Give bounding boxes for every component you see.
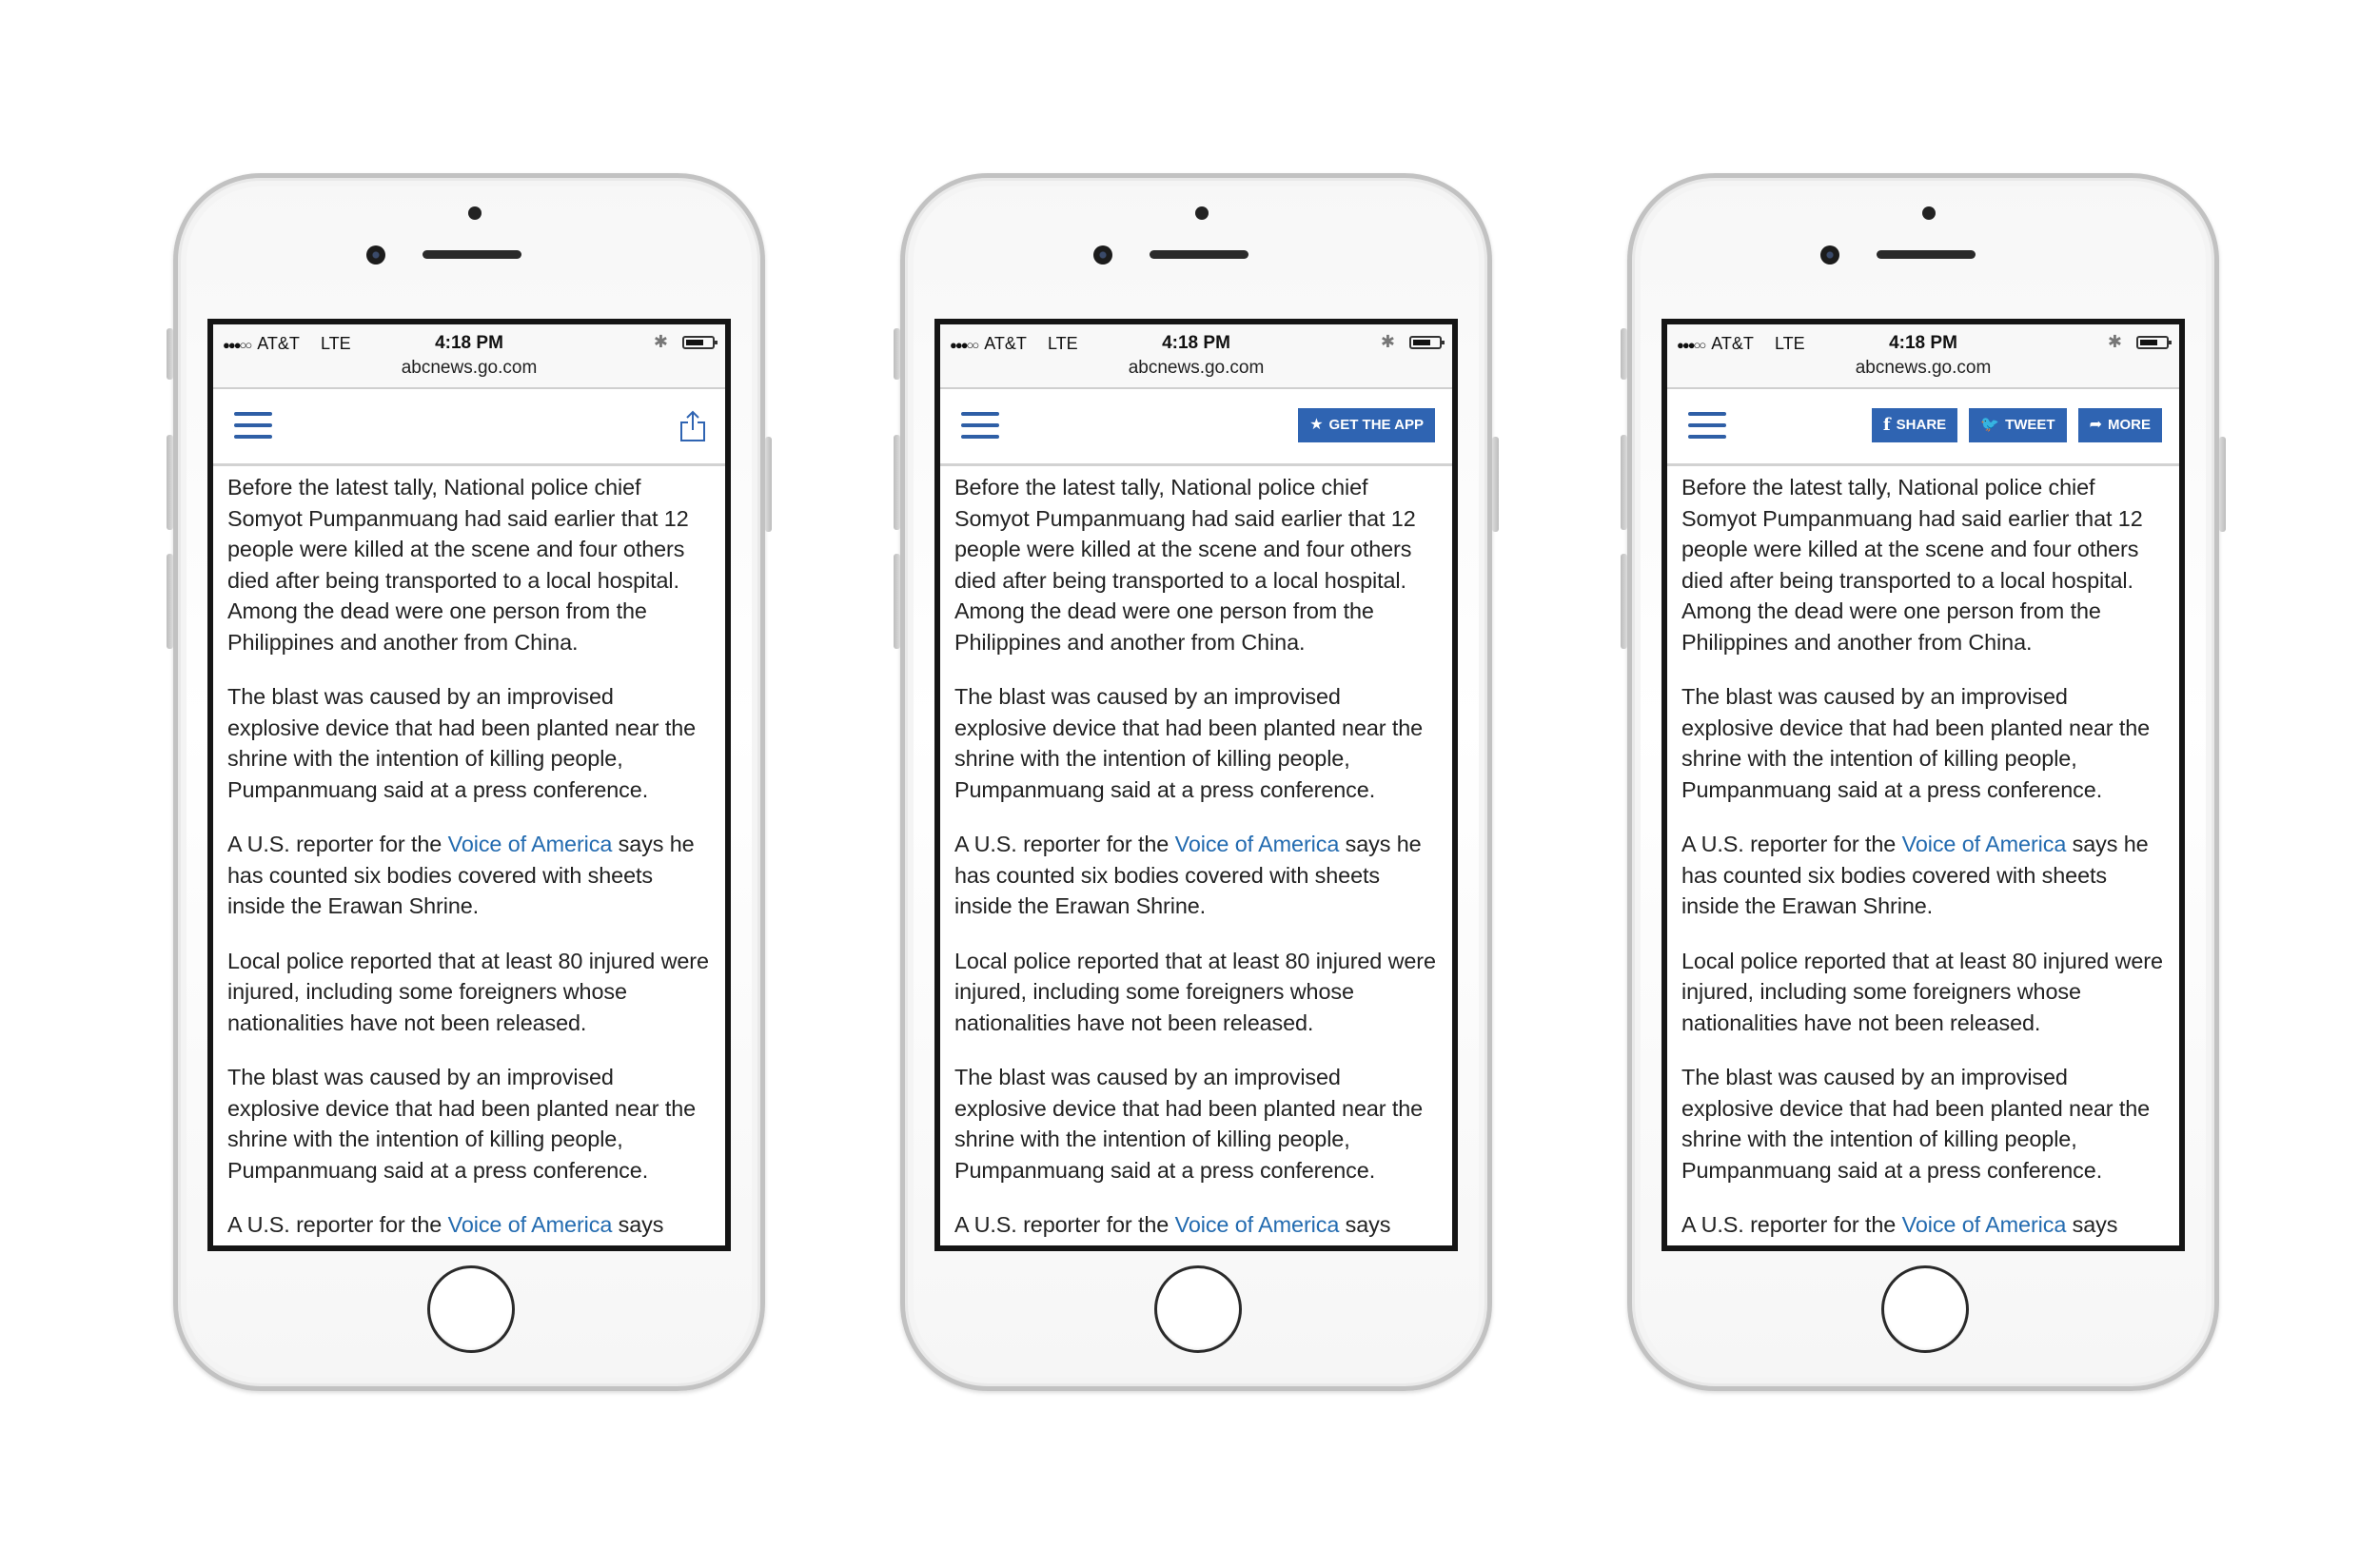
address-bar[interactable]: abcnews.go.com: [1667, 355, 2179, 389]
get-the-app-button[interactable]: [1298, 408, 1435, 442]
article-paragraph: The blast was caused by an improvised explosive device that had been planted near the shrine with the intention of killing people, Pumpanmuang said at a press conference.: [954, 1065, 1424, 1183]
carrier-name: AT&T: [1711, 334, 1754, 353]
header-actions: [1298, 408, 1435, 442]
app-header: [1667, 389, 2179, 466]
signal-strength-icon: ●●●○○: [950, 338, 978, 352]
earpiece-speaker: [423, 250, 521, 259]
status-time: 4:18 PM: [435, 333, 503, 353]
share-icon[interactable]: [679, 410, 706, 442]
earpiece-speaker: [1877, 250, 1976, 259]
article-paragraph: The blast was caused by an improvised explosive device that had been planted near the shrine with the intention of killing people, Pumpanmuang said at a press conference.: [227, 1065, 697, 1183]
front-camera: [1093, 245, 1112, 265]
article-paragraph: Local police reported that at least 80 injured were injured, including some foreigners whose nationalities have not been released.: [227, 948, 709, 1035]
bluetooth-icon: ✱: [1380, 332, 1395, 351]
power-button: [2219, 437, 2226, 532]
mute-switch: [167, 328, 173, 380]
article-paragraph: A U.S. reporter for the Voice of America says he has counted six bodies covered with sheets inside the Erawan Shrine.: [1681, 832, 2149, 918]
voice-of-america-link[interactable]: Voice of America: [447, 1212, 613, 1237]
proximity-sensor: [1922, 206, 1936, 220]
tweet-label: TWEET: [2005, 417, 2055, 433]
status-bar: [213, 324, 725, 355]
share-label: SHARE: [1896, 417, 1947, 433]
more-share-button[interactable]: [2078, 408, 2162, 442]
voice-of-america-link[interactable]: Voice of America: [1901, 1212, 2067, 1237]
home-button[interactable]: [1881, 1265, 1969, 1353]
home-button[interactable]: [1154, 1265, 1242, 1353]
power-button: [1492, 437, 1499, 532]
battery-icon: [682, 336, 715, 349]
article-body: [213, 466, 725, 1241]
phone-share-icon-variant: [173, 173, 765, 1391]
forward-arrow-icon: ➦: [2089, 417, 2102, 433]
screen: [934, 319, 1458, 1251]
article-paragraph: The blast was caused by an improvised explosive device that had been planted near the shrine with the intention of killing people, Pumpanmuang said at a press conference.: [954, 684, 1424, 802]
battery-icon: [2136, 336, 2169, 349]
article-body: [940, 466, 1452, 1241]
article-paragraph: The blast was caused by an improvised explosive device that had been planted near the shrine with the intention of killing people, Pumpanmuang said at a press conference.: [1681, 684, 2151, 802]
front-camera: [1820, 245, 1839, 265]
home-button[interactable]: [427, 1265, 515, 1353]
article-paragraph: The blast was caused by an improvised explosive device that had been planted near the shrine with the intention of killing people, Pumpanmuang said at a press conference.: [227, 684, 697, 802]
network-type: LTE: [320, 334, 351, 353]
voice-of-america-link[interactable]: Voice of America: [1174, 832, 1340, 856]
hamburger-menu-icon[interactable]: [234, 412, 272, 439]
bluetooth-icon: ✱: [653, 332, 668, 351]
front-camera: [366, 245, 385, 265]
get-the-app-label: GET THE APP: [1328, 417, 1424, 433]
mute-switch: [1621, 328, 1627, 380]
article-paragraph: Local police reported that at least 80 injured were injured, including some foreigners whose nationalities have not been released.: [954, 948, 1436, 1035]
volume-up-button: [894, 435, 900, 530]
article-paragraph: A U.S. reporter for the Voice of America says: [1681, 1212, 2118, 1237]
voice-of-america-link[interactable]: Voice of America: [447, 832, 613, 856]
article-paragraph: Before the latest tally, National police chief Somyot Pumpanmuang had said earlier that 12 people were killed at the scene and four others died after being transported to a local hospital. Among the dead were one person from the Philippines and another from China.: [1681, 475, 2143, 655]
status-time: 4:18 PM: [1889, 333, 1957, 353]
proximity-sensor: [468, 206, 482, 220]
facebook-icon: f: [1882, 415, 1891, 435]
star-icon: ★: [1309, 417, 1324, 433]
carrier-name: AT&T: [984, 334, 1027, 353]
carrier-name: AT&T: [257, 334, 300, 353]
article-paragraph: The blast was caused by an improvised explosive device that had been planted near the shrine with the intention of killing people, Pumpanmuang said at a press conference.: [1681, 1065, 2151, 1183]
hamburger-menu-icon[interactable]: [1688, 412, 1726, 439]
volume-down-button: [894, 554, 900, 649]
phone-get-app-variant: [900, 173, 1492, 1391]
article-paragraph: Before the latest tally, National police chief Somyot Pumpanmuang had said earlier that 12 people were killed at the scene and four others died after being transported to a local hospital. Among the dead were one person from the Philippines and another from China.: [227, 475, 689, 655]
volume-up-button: [167, 435, 173, 530]
network-type: LTE: [1047, 334, 1078, 353]
article-paragraph: Before the latest tally, National police chief Somyot Pumpanmuang had said earlier that 12 people were killed at the scene and four others died after being transported to a local hospital. Among the dead were one person from the Philippines and another from China.: [954, 475, 1416, 655]
network-type: LTE: [1774, 334, 1805, 353]
status-bar: [940, 324, 1452, 355]
app-header: [940, 389, 1452, 466]
article-paragraph: A U.S. reporter for the Voice of America says he has counted six bodies covered with sheets inside the Erawan Shrine.: [227, 832, 695, 918]
article-body: [1667, 466, 2179, 1241]
screen: [207, 319, 731, 1251]
voice-of-america-link[interactable]: Voice of America: [1901, 832, 2067, 856]
article-paragraph: A U.S. reporter for the Voice of America says: [954, 1212, 1391, 1237]
signal-strength-icon: ●●●○○: [223, 338, 251, 352]
bluetooth-icon: ✱: [2107, 332, 2122, 351]
volume-down-button: [1621, 554, 1627, 649]
app-header: [213, 389, 725, 466]
facebook-share-button[interactable]: [1872, 408, 1957, 442]
proximity-sensor: [1195, 206, 1209, 220]
power-button: [765, 437, 772, 532]
article-paragraph: A U.S. reporter for the Voice of America says he has counted six bodies covered with sheets inside the Erawan Shrine.: [954, 832, 1422, 918]
earpiece-speaker: [1150, 250, 1248, 259]
header-actions: [1872, 408, 2162, 442]
voice-of-america-link[interactable]: Voice of America: [1174, 1212, 1340, 1237]
address-bar[interactable]: abcnews.go.com: [940, 355, 1452, 389]
status-bar: [1667, 324, 2179, 355]
signal-strength-icon: ●●●○○: [1677, 338, 1705, 352]
more-label: MORE: [2108, 417, 2151, 433]
hamburger-menu-icon[interactable]: [961, 412, 999, 439]
phone-social-buttons-variant: [1627, 173, 2219, 1391]
article-paragraph: A U.S. reporter for the Voice of America says: [227, 1212, 664, 1237]
article-paragraph: Local police reported that at least 80 injured were injured, including some foreigners whose nationalities have not been released.: [1681, 948, 2163, 1035]
status-time: 4:18 PM: [1162, 333, 1230, 353]
volume-down-button: [167, 554, 173, 649]
twitter-bird-icon: 🐦: [1980, 417, 2000, 433]
screen: [1661, 319, 2185, 1251]
volume-up-button: [1621, 435, 1627, 530]
battery-icon: [1409, 336, 1442, 349]
mute-switch: [894, 328, 900, 380]
address-bar[interactable]: abcnews.go.com: [213, 355, 725, 389]
twitter-tweet-button[interactable]: [1969, 408, 2066, 442]
